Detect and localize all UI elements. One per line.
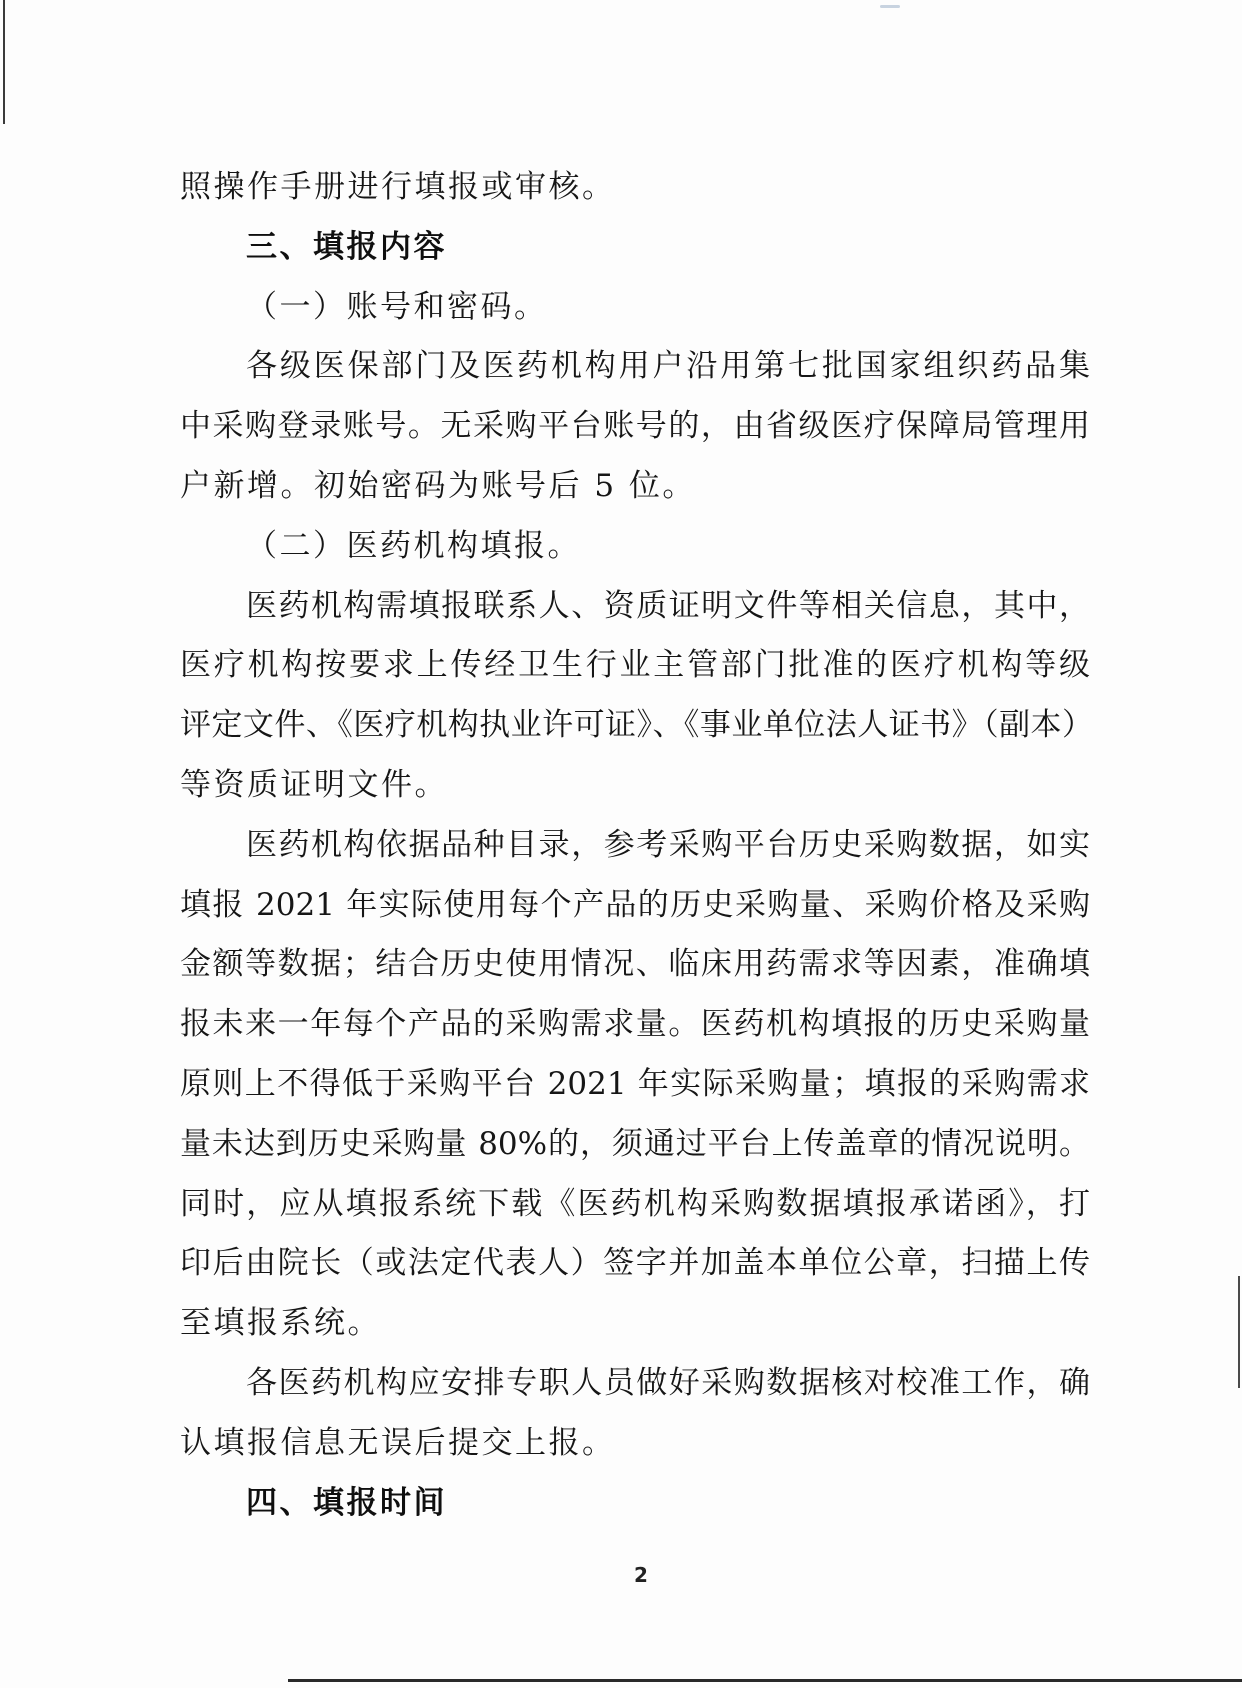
paragraph-line: 医药机构依据品种目录，参考采购平台历史采购数据，如实	[246, 826, 1090, 863]
paragraph-line: 认填报信息无误后提交上报。	[180, 1424, 616, 1461]
paragraph-line: 填报 2021 年实际使用每个产品的历史采购量、采购价格及采购	[180, 886, 1090, 923]
paragraph-line: 至填报系统。	[180, 1305, 381, 1342]
paragraph-line: 评定文件、《医疗机构执业许可证》、《事业单位法人证书》（副本）	[180, 707, 1090, 744]
paragraph-line: 等资质证明文件。	[180, 766, 448, 803]
page-number: 2	[634, 1563, 648, 1587]
paragraph-account-password	[180, 337, 1090, 516]
paragraph-line: 同时，应从填报系统下载《医药机构采购数据填报承诺函》，打	[180, 1185, 1090, 1222]
paragraph-line: 医疗机构按要求上传经卫生行业主管部门批准的医疗机构等级	[180, 647, 1090, 684]
document-body	[180, 158, 1090, 1533]
paragraph-line: 户新增。初始密码为账号后 5 位。	[180, 467, 696, 504]
paragraph-qualification-documents	[180, 577, 1090, 816]
paragraph-line: 各医药机构应安排专职人员做好采购数据核对校准工作，确	[246, 1364, 1090, 1401]
subheading-institution-filing: （二）医药机构填报。	[246, 527, 581, 564]
paragraph-line: 中采购登录账号。无采购平台账号的，由省级医疗保障局管理用	[180, 408, 1090, 445]
paragraph-line: 报未来一年每个产品的采购需求量。医药机构填报的历史采购量	[180, 1006, 1090, 1043]
paragraph-line: 金额等数据；结合历史使用情况、临床用药需求等因素，准确填	[180, 946, 1090, 983]
paragraph-line: 印后由院长（或法定代表人）签字并加盖本单位公章，扫描上传	[180, 1245, 1090, 1282]
section-heading-filing-time: 四、填报时间	[246, 1484, 447, 1521]
scan-edge-line-bottom	[288, 1679, 1242, 1682]
paragraph-line: 各级医保部门及医药机构用户沿用第七批国家组织药品集	[246, 348, 1090, 385]
scan-speck-top	[880, 5, 900, 8]
paragraph-line: 原则上不得低于采购平台 2021 年实际采购量；填报的采购需求	[180, 1065, 1090, 1102]
scan-edge-line-right	[1238, 1276, 1240, 1388]
paragraph-line: 量未达到历史采购量 80%的，须通过平台上传盖章的情况说明。	[180, 1125, 1090, 1162]
paragraph-line: 医药机构需填报联系人、资质证明文件等相关信息，其中，	[246, 587, 1090, 624]
scan-edge-line-left	[3, 0, 5, 124]
carryover-line: 照操作手册进行填报或审核。	[180, 169, 616, 205]
paragraph-procurement-data	[180, 816, 1090, 1354]
paragraph-verification	[180, 1354, 1090, 1474]
subheading-account-password: （一）账号和密码。	[246, 288, 548, 325]
section-heading-content: 三、填报内容	[246, 228, 447, 265]
